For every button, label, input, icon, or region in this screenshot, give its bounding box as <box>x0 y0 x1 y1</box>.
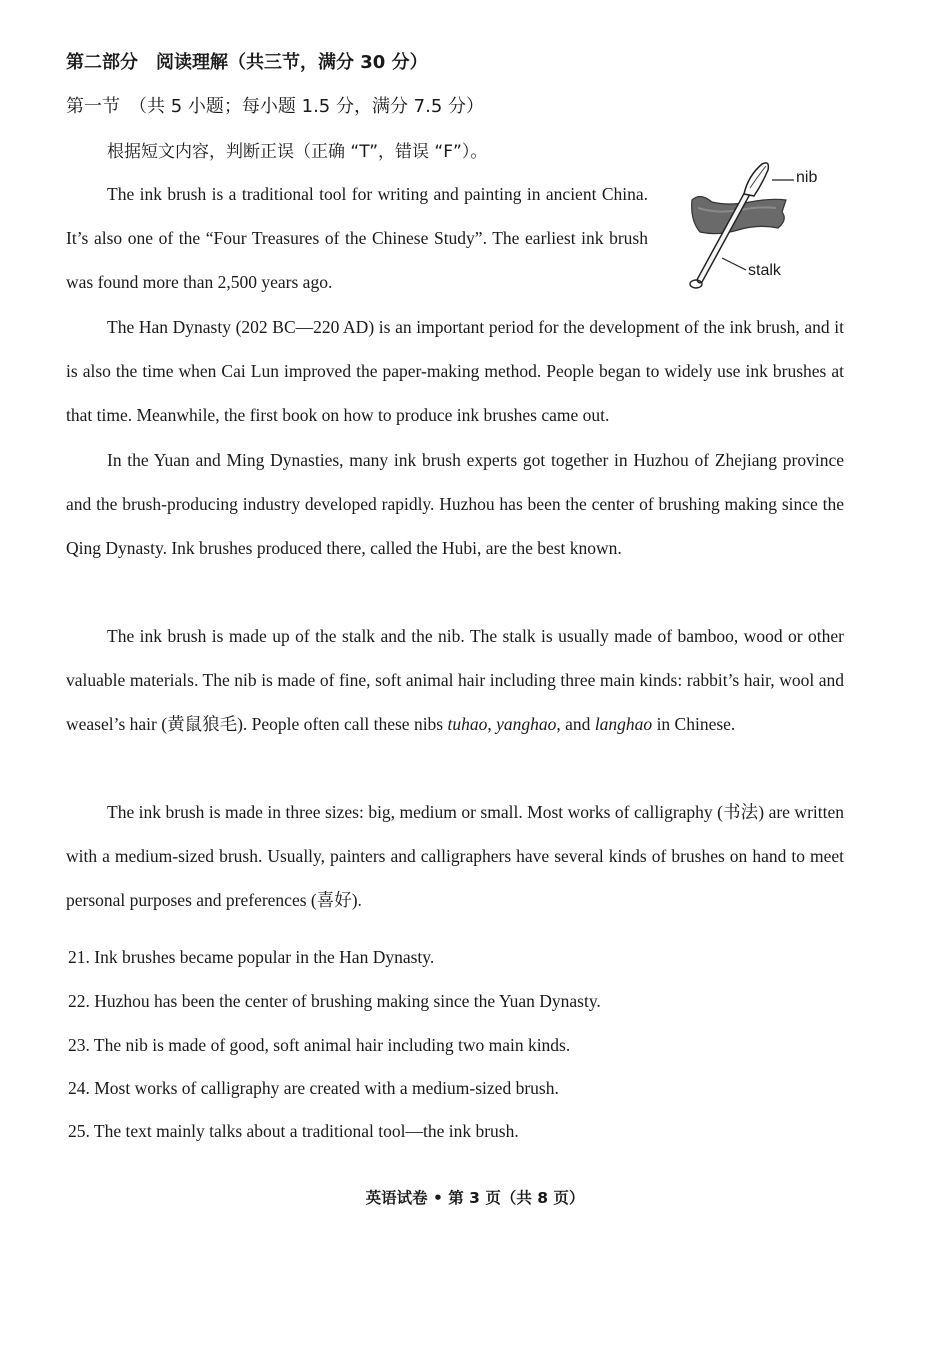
question-24: 24. Most works of calligraphy are created with a medium-sized brush. <box>68 1078 559 1098</box>
passage-paragraph-5: The ink brush is made in three sizes: big, medium or small. Most works of calligraphy (书法) are written with a medium-sized brush. Usually, painters and calligraphers have several kinds of brushes on hand to meet personal purposes and preferences (喜好). <box>66 802 844 911</box>
paragraph-4-text: The ink brush is made up of the stalk and the nib. The stalk is usually made of bamboo, wood or other valuable materials. The nib is made of fine, soft animal hair including three main kinds: rabbit’s hair, wool and weasel’s hair (黄鼠狼毛). People often call these nibs <box>66 626 844 735</box>
nib-label: nib <box>796 169 818 186</box>
paragraph-4-comma: , <box>487 714 497 735</box>
term-tuhao: tuhao <box>447 714 488 735</box>
paragraph-4-end: in Chinese. <box>652 714 736 735</box>
term-yanghao: yanghao <box>496 714 557 735</box>
question-25: 25. The text mainly talks about a traditional tool—the ink brush. <box>68 1121 519 1141</box>
term-langhao: langhao <box>594 714 653 735</box>
passage-paragraph-2: The Han Dynasty (202 BC—220 AD) is an important period for the development of the ink brush, and it is also the time when Cai Lun improved the paper-making method. People began to widely use ink brushes at that time. Meanwhile, the first book on how to produce ink brushes came out. <box>66 317 844 426</box>
passage-paragraph-4 <box>66 614 844 747</box>
passage-paragraph-1: The ink brush is a traditional tool for writing and painting in ancient China. It’s also one of the “Four Treasures of the Chinese Study”. The earliest ink brush was found more than 2,500 years ago. <box>66 184 648 293</box>
page-footer: 英语试卷 • 第 3 页（共 8 页） <box>365 1189 585 1207</box>
question-23: 23. The nib is made of good, soft animal hair including two main kinds. <box>68 1035 571 1055</box>
section-title: 第二部分 阅读理解（共三节，满分 30 分） <box>66 52 428 73</box>
section-subtitle: 第一节 （共 5 小题；每小题 1.5 分，满分 7.5 分） <box>66 96 485 117</box>
passage-paragraph-3: In the Yuan and Ming Dynasties, many ink brush experts got together in Huzhou of Zhejiang province and the brush-producing industry developed rapidly. Huzhou has been the center of brushing making since the Qing Dynasty. Ink brushes produced there, called the Hubi, are the best known. <box>66 450 844 559</box>
ink-brush-illustration <box>678 158 858 298</box>
stalk-label: stalk <box>748 262 781 279</box>
question-22: 22. Huzhou has been the center of brushing making since the Yuan Dynasty. <box>68 991 601 1011</box>
question-21: 21. Ink brushes became popular in the Han Dynasty. <box>68 947 435 967</box>
paragraph-4-and: , and <box>556 714 595 735</box>
instruction-text: 根据短文内容，判断正误（正确 “T”，错误 “F”）。 <box>107 142 488 162</box>
